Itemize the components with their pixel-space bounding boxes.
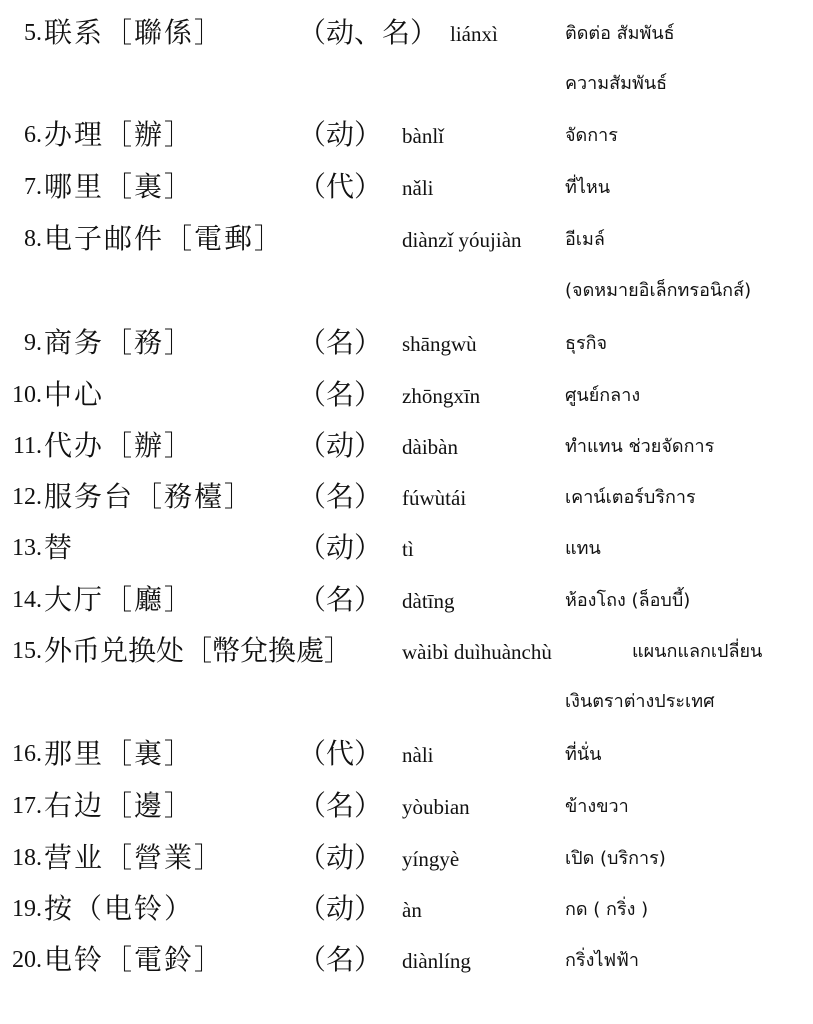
vocab-entry bbox=[0, 421, 813, 471]
entry-hanzi: 那里［裏］ bbox=[44, 737, 195, 770]
vocab-entry bbox=[0, 781, 813, 831]
entry-pinyin: nàli bbox=[402, 743, 434, 767]
vocab-entry bbox=[0, 214, 813, 264]
entry-number: 13. bbox=[12, 535, 42, 561]
entry-number: 12. bbox=[12, 484, 42, 510]
entry-thai-continued: ความสัมพันธ์ bbox=[565, 73, 668, 94]
entry-number: 7. bbox=[24, 174, 42, 200]
vocab-entry bbox=[0, 626, 813, 676]
entry-part-of-speech: （代） bbox=[298, 170, 383, 203]
entry-number: 9. bbox=[24, 330, 42, 356]
entry-pinyin: bànlǐ bbox=[402, 124, 444, 148]
vocab-entry bbox=[0, 523, 813, 573]
entry-part-of-speech: （名） bbox=[298, 789, 383, 822]
entry-pinyin: nǎli bbox=[402, 176, 434, 200]
entry-thai: ข้างขวา bbox=[565, 796, 629, 817]
entry-thai-continued: (จดหมายอิเล็กทรอนิกส์) bbox=[565, 280, 752, 301]
entry-pinyin: yòubian bbox=[402, 795, 470, 819]
entry-thai: เปิด (บริการ) bbox=[565, 848, 666, 869]
entry-number: 19. bbox=[12, 896, 42, 922]
entry-pinyin: dàtīng bbox=[402, 589, 455, 613]
entry-part-of-speech: （动） bbox=[298, 118, 383, 151]
entry-thai: แทน bbox=[565, 538, 601, 559]
entry-hanzi: 右边［邊］ bbox=[44, 789, 195, 822]
vocab-entry bbox=[0, 935, 813, 985]
entry-number: 17. bbox=[12, 793, 42, 819]
entry-hanzi: 哪里［裏］ bbox=[44, 170, 195, 203]
entry-thai: ที่นั่น bbox=[565, 744, 602, 765]
entry-hanzi: 服务台［務檯］ bbox=[44, 480, 255, 513]
entry-pinyin: dàibàn bbox=[402, 435, 458, 459]
entry-number: 10. bbox=[12, 382, 42, 408]
entry-number: 20. bbox=[12, 947, 42, 973]
vocab-entry bbox=[0, 729, 813, 779]
entry-thai: จัดการ bbox=[565, 125, 618, 146]
entry-thai: กริ่งไฟฟ้า bbox=[565, 950, 640, 971]
entry-number: 5. bbox=[24, 20, 42, 46]
entry-thai: ที่ไหน bbox=[565, 177, 611, 198]
entry-thai: ธุรกิจ bbox=[565, 333, 608, 354]
entry-thai: กด ( กริ่ง ) bbox=[565, 899, 649, 920]
entry-hanzi: 中心 bbox=[44, 378, 105, 411]
entry-hanzi: 按（电铃） bbox=[44, 892, 195, 925]
entry-thai: แผนกแลกเปลี่ยน bbox=[632, 641, 763, 662]
entry-thai: ติดต่อ สัมพันธ์ bbox=[565, 23, 675, 44]
entry-pinyin: wàibì duìhuànchù bbox=[402, 640, 552, 664]
entry-part-of-speech: （动） bbox=[298, 841, 383, 874]
entry-part-of-speech: （名） bbox=[298, 583, 383, 616]
entry-number: 8. bbox=[24, 226, 42, 252]
entry-pinyin: àn bbox=[402, 898, 422, 922]
entry-pinyin: tì bbox=[402, 537, 414, 561]
entry-pinyin: zhōngxīn bbox=[402, 384, 481, 408]
vocab-entry bbox=[0, 884, 813, 934]
vocab-entry bbox=[0, 8, 813, 58]
entry-part-of-speech: （名） bbox=[298, 378, 383, 411]
entry-hanzi: 电子邮件［電郵］ bbox=[44, 222, 285, 255]
entry-thai: ศูนย์กลาง bbox=[565, 385, 641, 406]
entry-part-of-speech: （动） bbox=[298, 892, 383, 925]
vocab-entry bbox=[0, 472, 813, 522]
entry-part-of-speech: （动） bbox=[298, 531, 383, 564]
entry-thai: เคาน์เตอร์บริการ bbox=[565, 487, 696, 508]
entry-thai: ทำแทน ช่วยจัดการ bbox=[565, 436, 715, 457]
entry-hanzi: 办理［辦］ bbox=[44, 118, 195, 151]
entry-pinyin: shāngwù bbox=[402, 332, 477, 356]
entry-hanzi: 外币兑换处［幣兌換處］ bbox=[44, 634, 353, 667]
entry-part-of-speech: （名） bbox=[298, 943, 383, 976]
entry-hanzi: 电铃［電鈴］ bbox=[44, 943, 225, 976]
entry-number: 18. bbox=[12, 845, 42, 871]
vocab-entry bbox=[0, 575, 813, 625]
entry-thai-continued: เงินตราต่างประเทศ bbox=[565, 691, 715, 712]
vocab-entry bbox=[0, 370, 813, 420]
entry-part-of-speech: （代） bbox=[298, 737, 383, 770]
entry-number: 15. bbox=[12, 638, 42, 664]
entry-thai: ห้องโถง (ล็อบบี้) bbox=[565, 590, 691, 611]
entry-hanzi: 替 bbox=[44, 531, 75, 564]
entry-part-of-speech: （动、名） bbox=[298, 16, 439, 49]
entry-pinyin: fúwùtái bbox=[402, 486, 467, 510]
entry-hanzi: 大厅［廳］ bbox=[44, 583, 195, 616]
entry-hanzi: 商务［務］ bbox=[44, 326, 195, 359]
entry-pinyin: yíngyè bbox=[402, 847, 460, 871]
vocab-entry bbox=[0, 162, 813, 212]
entry-part-of-speech: （动） bbox=[298, 429, 383, 462]
vocab-entry bbox=[0, 833, 813, 883]
entry-part-of-speech: （名） bbox=[298, 326, 383, 359]
entry-number: 16. bbox=[12, 741, 42, 767]
entry-pinyin: diànlíng bbox=[402, 949, 471, 973]
entry-hanzi: 代办［辦］ bbox=[44, 429, 195, 462]
entry-number: 11. bbox=[12, 433, 42, 459]
entry-pinyin: liánxì bbox=[450, 22, 498, 46]
entry-number: 6. bbox=[24, 122, 42, 148]
entry-part-of-speech: （名） bbox=[298, 480, 383, 513]
entry-thai: อีเมล์ bbox=[565, 229, 605, 250]
vocab-entry bbox=[0, 318, 813, 368]
entry-hanzi: 联系［聯係］ bbox=[44, 16, 225, 49]
vocab-entry bbox=[0, 110, 813, 160]
entry-number: 14. bbox=[12, 587, 42, 613]
entry-pinyin: diànzǐ yóujiàn bbox=[402, 228, 522, 252]
entry-hanzi: 营业［營業］ bbox=[44, 841, 225, 874]
